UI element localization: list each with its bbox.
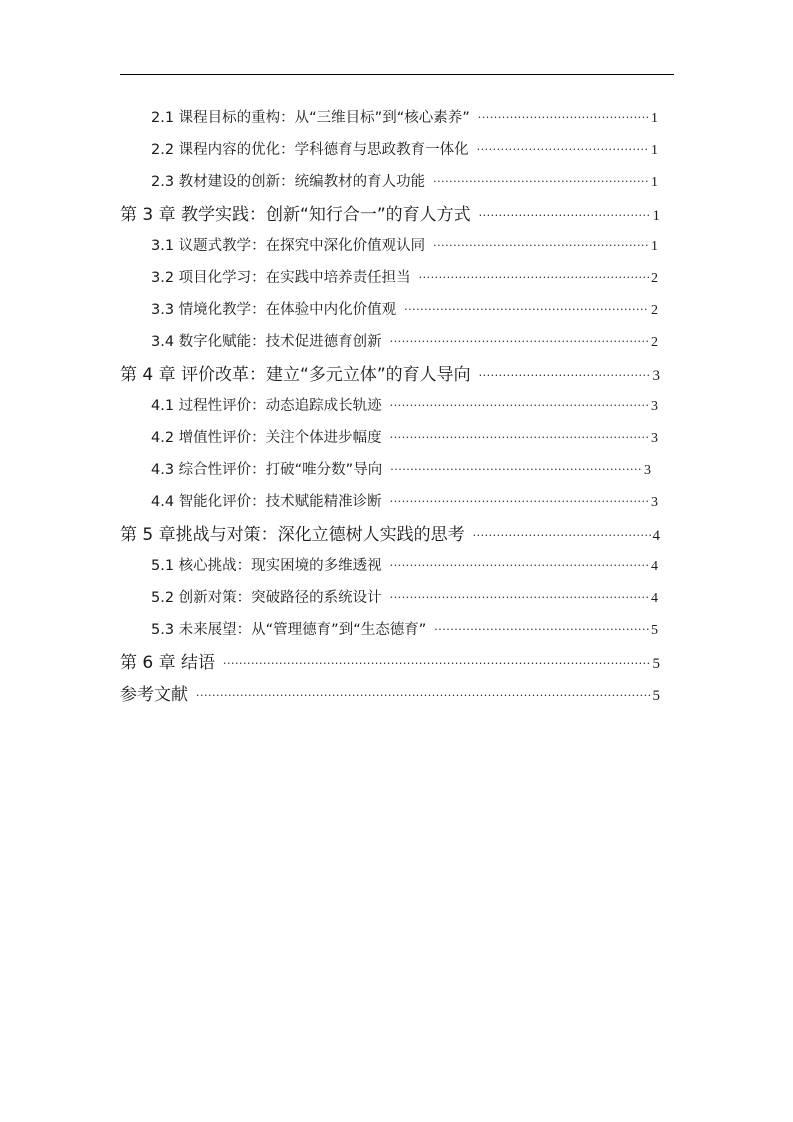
toc-entry-page: 2: [651, 335, 658, 350]
toc-entry-page: 3: [652, 368, 660, 384]
toc-entry-page: 3: [644, 463, 651, 478]
toc-entry-title: 2.1 课程目标的重构：从“三维目标”到“核心素养”: [151, 110, 470, 126]
toc-dot-leader: [433, 239, 649, 252]
toc-dot-leader: [390, 591, 649, 604]
toc-dot-leader: [479, 369, 651, 382]
toc-dot-leader: [196, 689, 651, 702]
toc-entry-page: 2: [651, 303, 658, 318]
toc-entry-page: 1: [651, 143, 658, 158]
toc-entry-title: 5.3 未来展望：从“管理德育”到“生态德育”: [151, 622, 427, 638]
toc-entry[interactable]: [151, 266, 658, 287]
toc-entry-title: 第 6 章 结语: [120, 653, 216, 673]
toc-entry-title: 5.1 核心挑战：现实困境的多维透视: [151, 558, 382, 574]
toc-entry[interactable]: [151, 426, 658, 447]
toc-dot-leader: [390, 559, 649, 572]
header-rule: [120, 74, 674, 75]
toc-entry-title: 第 3 章 教学实践：创新“知行合一”的育人方式: [120, 205, 471, 225]
toc-entry[interactable]: [151, 458, 651, 479]
toc-dot-leader: [477, 143, 649, 156]
toc-entry-page: 2: [651, 271, 658, 286]
toc-entry-page: 3: [651, 431, 658, 446]
toc-entry[interactable]: [151, 234, 658, 255]
toc-dot-leader: [419, 271, 649, 284]
toc-entry[interactable]: [151, 618, 658, 639]
toc-entry-title: 参考文献: [120, 685, 188, 705]
toc-dot-leader: [434, 623, 649, 636]
toc-entry[interactable]: [151, 170, 658, 191]
toc-dot-leader: [404, 303, 649, 316]
toc-entry[interactable]: [151, 298, 658, 319]
toc-entry[interactable]: [151, 586, 658, 607]
toc-entry-title: 4.1 过程性评价：动态追踪成长轨迹: [151, 398, 382, 414]
toc-dot-leader: [390, 399, 649, 412]
toc-dot-leader: [223, 657, 650, 670]
toc-dot-leader: [390, 431, 649, 444]
toc-entry[interactable]: [151, 330, 658, 351]
toc-entry-page: 1: [651, 239, 658, 254]
toc-entry-title: 2.3 教材建设的创新：统编教材的育人功能: [151, 174, 426, 190]
toc-entry-page: 3: [651, 495, 658, 510]
toc-entry-page: 3: [651, 399, 658, 414]
toc-chapter-entry[interactable]: [120, 520, 660, 545]
toc-chapter-entry[interactable]: [120, 360, 660, 385]
toc-dot-leader: [473, 529, 651, 542]
toc-entry-title: 4.3 综合性评价：打破“唯分数”导向: [151, 462, 383, 478]
toc-entry-page: 5: [651, 623, 658, 638]
toc-entry-title: 3.4 数字化赋能：技术促进德育创新: [151, 334, 382, 350]
toc-entry[interactable]: [151, 554, 658, 575]
toc-dot-leader: [479, 209, 651, 222]
toc-entry-page: 1: [651, 175, 658, 190]
toc-dot-leader: [478, 111, 649, 124]
toc-chapter-entry[interactable]: [120, 680, 660, 705]
toc-entry-page: 5: [652, 688, 660, 704]
toc-entry-title: 5.2 创新对策：突破路径的系统设计: [151, 590, 382, 606]
toc-dot-leader: [390, 335, 649, 348]
toc-entry-title: 3.2 项目化学习：在实践中培养责任担当: [151, 270, 411, 286]
toc-entry-title: 4.2 增值性评价：关注个体进步幅度: [151, 430, 382, 446]
toc-entry-title: 2.2 课程内容的优化：学科德育与思政教育一体化: [151, 142, 469, 158]
toc-entry[interactable]: [151, 394, 658, 415]
toc-entry-title: 3.3 情境化教学：在体验中内化价值观: [151, 302, 397, 318]
toc-dot-leader: [390, 495, 649, 508]
toc-dot-leader: [433, 175, 649, 188]
toc-entry-title: 3.1 议题式教学：在探究中深化价值观认同: [151, 238, 426, 254]
toc-entry-title: 第 4 章 评价改革：建立“多元立体”的育人导向: [120, 365, 471, 385]
toc-entry-page: 4: [651, 559, 658, 574]
toc-entry[interactable]: [151, 138, 658, 159]
toc-entry-page: 5: [652, 656, 660, 672]
toc-entry[interactable]: [151, 490, 658, 511]
toc-entry-title: 4.4 智能化评价：技术赋能精准诊断: [151, 494, 382, 510]
toc-entry-page: 4: [651, 591, 658, 606]
toc-entry[interactable]: [151, 106, 658, 127]
toc-chapter-entry[interactable]: [120, 200, 660, 225]
toc-entry-page: 1: [652, 208, 660, 224]
toc-dot-leader: [390, 463, 642, 476]
toc-chapter-entry[interactable]: [120, 648, 660, 673]
toc-entry-page: 4: [652, 528, 660, 544]
toc-entry-title: 第 5 章挑战与对策：深化立德树人实践的思考: [120, 525, 465, 545]
toc-entry-page: 1: [651, 111, 658, 126]
